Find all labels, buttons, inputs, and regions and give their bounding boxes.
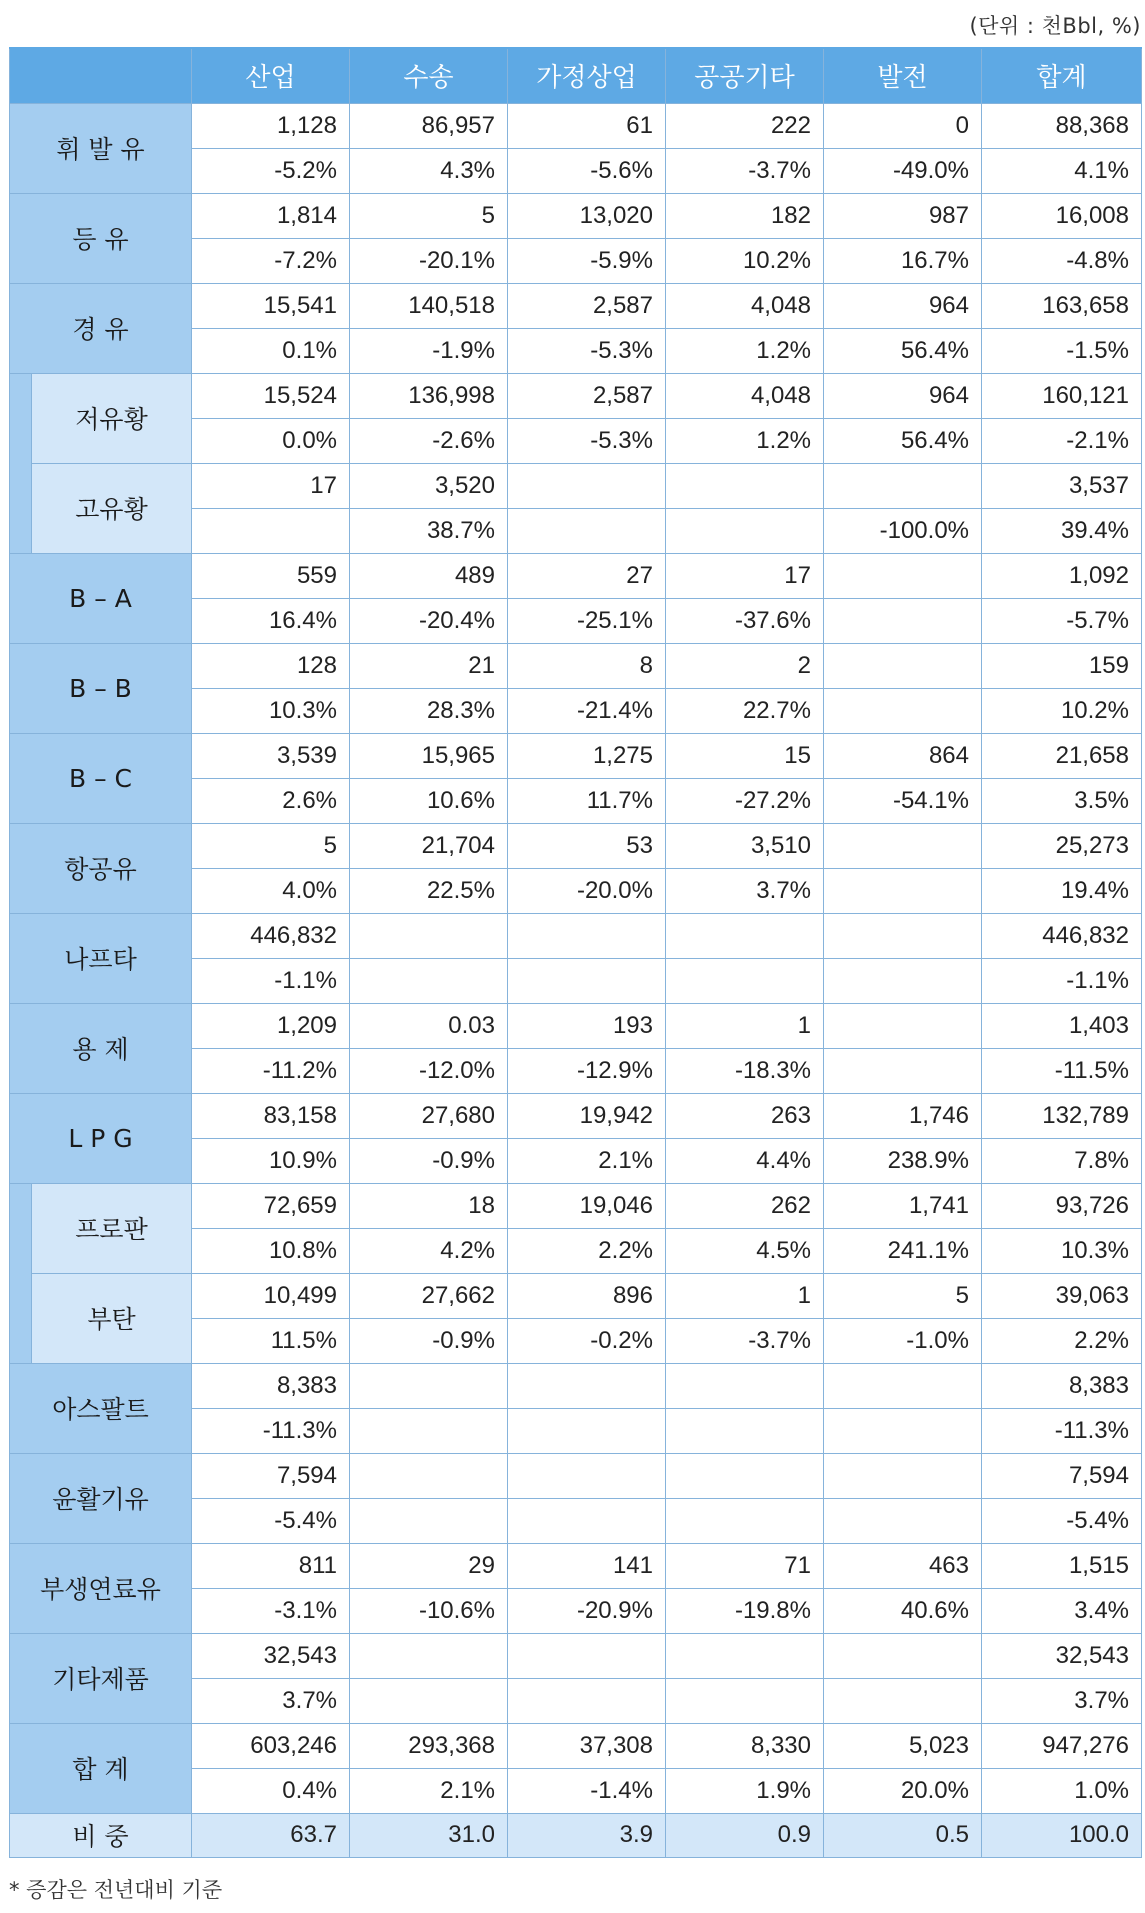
row-label: 나프타 (10, 913, 192, 1003)
change-cell: -5.3% (508, 328, 666, 373)
value-cell: 262 (666, 1183, 824, 1228)
change-cell (508, 958, 666, 1003)
table-row (10, 1273, 1142, 1318)
table-row (10, 193, 1142, 238)
change-cell: 2.2% (982, 1318, 1142, 1363)
value-cell: 4,048 (666, 283, 824, 328)
change-cell: -100.0% (824, 508, 982, 553)
change-cell: -0.2% (508, 1318, 666, 1363)
value-cell: 15,524 (192, 373, 350, 418)
value-cell: 37,308 (508, 1723, 666, 1768)
value-cell (824, 913, 982, 958)
change-cell (350, 1408, 508, 1453)
table-body (10, 103, 1142, 1857)
value-cell (824, 643, 982, 688)
change-cell: 3.4% (982, 1588, 1142, 1633)
row-label: 항공유 (10, 823, 192, 913)
change-cell: 4.1% (982, 148, 1142, 193)
value-cell: 193 (508, 1003, 666, 1048)
value-cell: 27,662 (350, 1273, 508, 1318)
change-cell: 56.4% (824, 418, 982, 463)
change-cell: -20.9% (508, 1588, 666, 1633)
value-cell: 61 (508, 103, 666, 148)
change-cell: -11.2% (192, 1048, 350, 1093)
change-cell: 2.1% (350, 1768, 508, 1813)
value-cell: 128 (192, 643, 350, 688)
value-cell (824, 1003, 982, 1048)
change-cell: -49.0% (824, 148, 982, 193)
change-cell: 0.4% (192, 1768, 350, 1813)
value-cell: 39,063 (982, 1273, 1142, 1318)
value-cell: 18 (350, 1183, 508, 1228)
unit-note: (단위 : 천Bbl, %) (969, 14, 1141, 38)
value-cell: 29 (350, 1543, 508, 1588)
share-cell: 3.9 (508, 1813, 666, 1857)
change-cell: -10.6% (350, 1588, 508, 1633)
value-cell (824, 463, 982, 508)
value-cell: 864 (824, 733, 982, 778)
row-label: B – C (10, 733, 192, 823)
value-cell (666, 1633, 824, 1678)
change-cell (666, 958, 824, 1003)
change-cell: 3.7% (982, 1678, 1142, 1723)
column-header: 산업 (192, 48, 350, 103)
column-header: 합계 (982, 48, 1142, 103)
value-cell: 1,275 (508, 733, 666, 778)
value-cell: 86,957 (350, 103, 508, 148)
value-cell (666, 1363, 824, 1408)
change-cell: 4.4% (666, 1138, 824, 1183)
value-cell: 964 (824, 373, 982, 418)
change-cell (824, 1048, 982, 1093)
value-cell (508, 913, 666, 958)
table-row (10, 1723, 1142, 1768)
value-cell: 1,814 (192, 193, 350, 238)
change-cell: 7.8% (982, 1138, 1142, 1183)
header-row (10, 48, 1142, 103)
value-cell: 19,046 (508, 1183, 666, 1228)
table-row (10, 1003, 1142, 1048)
change-cell (824, 688, 982, 733)
value-cell: 71 (666, 1543, 824, 1588)
change-cell: -54.1% (824, 778, 982, 823)
value-cell: 132,789 (982, 1093, 1142, 1138)
change-cell: 3.5% (982, 778, 1142, 823)
table-row (10, 103, 1142, 148)
value-cell: 222 (666, 103, 824, 148)
value-cell: 1,403 (982, 1003, 1142, 1048)
change-cell: -0.9% (350, 1318, 508, 1363)
value-cell: 446,832 (192, 913, 350, 958)
change-cell: -1.1% (192, 958, 350, 1003)
change-cell (350, 1678, 508, 1723)
value-cell: 3,539 (192, 733, 350, 778)
change-cell: -20.1% (350, 238, 508, 283)
value-cell: 896 (508, 1273, 666, 1318)
change-cell (666, 1408, 824, 1453)
value-cell: 2,587 (508, 283, 666, 328)
value-cell: 17 (192, 463, 350, 508)
row-label: 휘 발 유 (10, 103, 192, 193)
value-cell: 4,048 (666, 373, 824, 418)
value-cell (824, 1363, 982, 1408)
table-row (10, 373, 1142, 418)
value-cell: 53 (508, 823, 666, 868)
row-label: 윤활기유 (10, 1453, 192, 1543)
change-cell: -1.9% (350, 328, 508, 373)
change-cell: 4.3% (350, 148, 508, 193)
value-cell (350, 1633, 508, 1678)
change-cell: 38.7% (350, 508, 508, 553)
change-cell: 0.0% (192, 418, 350, 463)
change-cell (666, 1498, 824, 1543)
value-cell: 21,704 (350, 823, 508, 868)
value-cell: 5 (350, 193, 508, 238)
value-cell (824, 1453, 982, 1498)
value-cell: 72,659 (192, 1183, 350, 1228)
share-cell: 0.5 (824, 1813, 982, 1857)
table-row (10, 1363, 1142, 1408)
change-cell: 1.0% (982, 1768, 1142, 1813)
row-label: 경 유 (10, 283, 192, 373)
change-cell: 3.7% (666, 868, 824, 913)
value-cell: 5,023 (824, 1723, 982, 1768)
change-cell: -25.1% (508, 598, 666, 643)
value-cell: 15,541 (192, 283, 350, 328)
value-cell: 1,515 (982, 1543, 1142, 1588)
change-cell (350, 1498, 508, 1543)
value-cell: 93,726 (982, 1183, 1142, 1228)
change-cell: 11.5% (192, 1318, 350, 1363)
value-cell: 83,158 (192, 1093, 350, 1138)
value-cell: 293,368 (350, 1723, 508, 1768)
value-cell: 21 (350, 643, 508, 688)
row-label: B – A (10, 553, 192, 643)
share-cell: 0.9 (666, 1813, 824, 1857)
change-cell (824, 958, 982, 1003)
change-cell: -20.0% (508, 868, 666, 913)
value-cell: 3,520 (350, 463, 508, 508)
value-cell (350, 1453, 508, 1498)
row-label: 용 제 (10, 1003, 192, 1093)
change-cell: 1.9% (666, 1768, 824, 1813)
value-cell: 964 (824, 283, 982, 328)
change-cell: -1.5% (982, 328, 1142, 373)
change-cell: -3.7% (666, 1318, 824, 1363)
change-cell: -5.4% (982, 1498, 1142, 1543)
value-cell: 32,543 (982, 1633, 1142, 1678)
value-cell (666, 913, 824, 958)
value-cell: 8,330 (666, 1723, 824, 1768)
table-row (10, 823, 1142, 868)
change-cell: 10.8% (192, 1228, 350, 1273)
parent-group-indent (10, 1183, 32, 1363)
share-row (10, 1813, 1142, 1857)
change-cell (824, 1408, 982, 1453)
value-cell: 88,368 (982, 103, 1142, 148)
value-cell (350, 1363, 508, 1408)
value-cell: 17 (666, 553, 824, 598)
change-cell (666, 508, 824, 553)
change-cell: 28.3% (350, 688, 508, 733)
value-cell: 0 (824, 103, 982, 148)
value-cell: 141 (508, 1543, 666, 1588)
value-cell: 3,510 (666, 823, 824, 868)
change-cell: 238.9% (824, 1138, 982, 1183)
petroleum-consumption-table (9, 47, 1142, 1858)
change-cell: 10.2% (982, 688, 1142, 733)
change-cell: 4.2% (350, 1228, 508, 1273)
change-cell: -7.2% (192, 238, 350, 283)
value-cell: 27,680 (350, 1093, 508, 1138)
table-row (10, 733, 1142, 778)
value-cell: 15,965 (350, 733, 508, 778)
row-label: 부생연료유 (10, 1543, 192, 1633)
row-label: 부탄 (32, 1273, 192, 1363)
value-cell: 136,998 (350, 373, 508, 418)
table-row (10, 283, 1142, 328)
value-cell: 1 (666, 1273, 824, 1318)
change-cell (508, 1408, 666, 1453)
value-cell (508, 1633, 666, 1678)
value-cell (508, 463, 666, 508)
change-cell: -2.1% (982, 418, 1142, 463)
change-cell: 4.0% (192, 868, 350, 913)
change-cell: 10.3% (192, 688, 350, 733)
change-cell (508, 508, 666, 553)
row-label: 합 계 (10, 1723, 192, 1813)
value-cell: 27 (508, 553, 666, 598)
change-cell: -21.4% (508, 688, 666, 733)
header-corner (10, 48, 192, 103)
value-cell: 1,092 (982, 553, 1142, 598)
change-cell: -12.9% (508, 1048, 666, 1093)
table-row (10, 1093, 1142, 1138)
table-row (10, 1183, 1142, 1228)
change-cell: 56.4% (824, 328, 982, 373)
row-label: 아스팔트 (10, 1363, 192, 1453)
change-cell (824, 868, 982, 913)
change-cell: 10.3% (982, 1228, 1142, 1273)
change-cell: -5.2% (192, 148, 350, 193)
change-cell: -5.4% (192, 1498, 350, 1543)
value-cell: 3,537 (982, 463, 1142, 508)
change-cell: 1.2% (666, 328, 824, 373)
parent-group-indent (10, 373, 32, 553)
share-cell: 100.0 (982, 1813, 1142, 1857)
change-cell: -11.3% (982, 1408, 1142, 1453)
change-cell: -5.9% (508, 238, 666, 283)
value-cell: 140,518 (350, 283, 508, 328)
change-cell: 22.5% (350, 868, 508, 913)
value-cell: 947,276 (982, 1723, 1142, 1768)
value-cell (508, 1363, 666, 1408)
change-cell (824, 1678, 982, 1723)
change-cell: 40.6% (824, 1588, 982, 1633)
change-cell: 11.7% (508, 778, 666, 823)
change-cell: 3.7% (192, 1678, 350, 1723)
value-cell: 463 (824, 1543, 982, 1588)
value-cell (666, 463, 824, 508)
change-cell: 10.9% (192, 1138, 350, 1183)
row-label: 고유황 (32, 463, 192, 553)
change-cell: 22.7% (666, 688, 824, 733)
table-row (10, 553, 1142, 598)
value-cell: 0.03 (350, 1003, 508, 1048)
value-cell: 32,543 (192, 1633, 350, 1678)
column-header: 발전 (824, 48, 982, 103)
change-cell: 10.6% (350, 778, 508, 823)
value-cell: 15 (666, 733, 824, 778)
change-cell: -4.8% (982, 238, 1142, 283)
change-cell: -12.0% (350, 1048, 508, 1093)
value-cell: 1,746 (824, 1093, 982, 1138)
value-cell (824, 823, 982, 868)
change-cell: 4.5% (666, 1228, 824, 1273)
change-cell: 16.7% (824, 238, 982, 283)
row-label: B – B (10, 643, 192, 733)
value-cell: 16,008 (982, 193, 1142, 238)
change-cell: 241.1% (824, 1228, 982, 1273)
value-cell: 1,209 (192, 1003, 350, 1048)
change-cell (666, 1678, 824, 1723)
value-cell: 263 (666, 1093, 824, 1138)
table-row (10, 1453, 1142, 1498)
column-header: 수송 (350, 48, 508, 103)
change-cell (824, 1498, 982, 1543)
change-cell: -2.6% (350, 418, 508, 463)
row-label: 비 중 (10, 1813, 192, 1857)
change-cell: 16.4% (192, 598, 350, 643)
value-cell: 159 (982, 643, 1142, 688)
change-cell (192, 508, 350, 553)
value-cell: 25,273 (982, 823, 1142, 868)
value-cell: 811 (192, 1543, 350, 1588)
value-cell: 10,499 (192, 1273, 350, 1318)
value-cell: 7,594 (192, 1453, 350, 1498)
change-cell: -11.3% (192, 1408, 350, 1453)
value-cell: 1,741 (824, 1183, 982, 1228)
value-cell: 603,246 (192, 1723, 350, 1768)
value-cell: 163,658 (982, 283, 1142, 328)
value-cell: 8,383 (982, 1363, 1142, 1408)
value-cell: 160,121 (982, 373, 1142, 418)
value-cell: 7,594 (982, 1453, 1142, 1498)
change-cell (824, 598, 982, 643)
change-cell: -5.7% (982, 598, 1142, 643)
row-label: L P G (10, 1093, 192, 1183)
change-cell: -1.4% (508, 1768, 666, 1813)
column-header: 가정상업 (508, 48, 666, 103)
table-row (10, 1633, 1142, 1678)
change-cell: -0.9% (350, 1138, 508, 1183)
change-cell: -3.7% (666, 148, 824, 193)
table-row (10, 1543, 1142, 1588)
table-row (10, 913, 1142, 958)
change-cell (508, 1678, 666, 1723)
value-cell: 8 (508, 643, 666, 688)
change-cell (508, 1498, 666, 1543)
change-cell: -1.1% (982, 958, 1142, 1003)
table-row (10, 643, 1142, 688)
change-cell: 2.6% (192, 778, 350, 823)
value-cell (508, 1453, 666, 1498)
change-cell: 2.2% (508, 1228, 666, 1273)
change-cell: 19.4% (982, 868, 1142, 913)
table-row (10, 463, 1142, 508)
share-cell: 31.0 (350, 1813, 508, 1857)
change-cell: 2.1% (508, 1138, 666, 1183)
value-cell: 8,383 (192, 1363, 350, 1408)
change-cell: -11.5% (982, 1048, 1142, 1093)
row-label: 프로판 (32, 1183, 192, 1273)
row-label: 등 유 (10, 193, 192, 283)
change-cell: -19.8% (666, 1588, 824, 1633)
value-cell: 5 (824, 1273, 982, 1318)
footnote: * 증감은 전년대비 기준 (9, 1878, 223, 1902)
change-cell: -5.3% (508, 418, 666, 463)
change-cell: 0.1% (192, 328, 350, 373)
value-cell: 2 (666, 643, 824, 688)
change-cell: -1.0% (824, 1318, 982, 1363)
row-label: 저유황 (32, 373, 192, 463)
change-cell (350, 958, 508, 1003)
value-cell: 1 (666, 1003, 824, 1048)
value-cell: 13,020 (508, 193, 666, 238)
change-cell: 20.0% (824, 1768, 982, 1813)
share-cell: 63.7 (192, 1813, 350, 1857)
value-cell: 987 (824, 193, 982, 238)
change-cell: 39.4% (982, 508, 1142, 553)
value-cell (350, 913, 508, 958)
change-cell: -18.3% (666, 1048, 824, 1093)
row-label: 기타제품 (10, 1633, 192, 1723)
change-cell: 1.2% (666, 418, 824, 463)
value-cell: 559 (192, 553, 350, 598)
value-cell: 446,832 (982, 913, 1142, 958)
change-cell: -20.4% (350, 598, 508, 643)
column-header: 공공기타 (666, 48, 824, 103)
value-cell: 19,942 (508, 1093, 666, 1138)
change-cell: 10.2% (666, 238, 824, 283)
value-cell (666, 1453, 824, 1498)
value-cell (824, 553, 982, 598)
change-cell: -37.6% (666, 598, 824, 643)
change-cell: -3.1% (192, 1588, 350, 1633)
value-cell: 2,587 (508, 373, 666, 418)
value-cell: 21,658 (982, 733, 1142, 778)
value-cell: 1,128 (192, 103, 350, 148)
change-cell: -27.2% (666, 778, 824, 823)
change-cell: -5.6% (508, 148, 666, 193)
value-cell: 182 (666, 193, 824, 238)
value-cell: 489 (350, 553, 508, 598)
value-cell (824, 1633, 982, 1678)
value-cell: 5 (192, 823, 350, 868)
